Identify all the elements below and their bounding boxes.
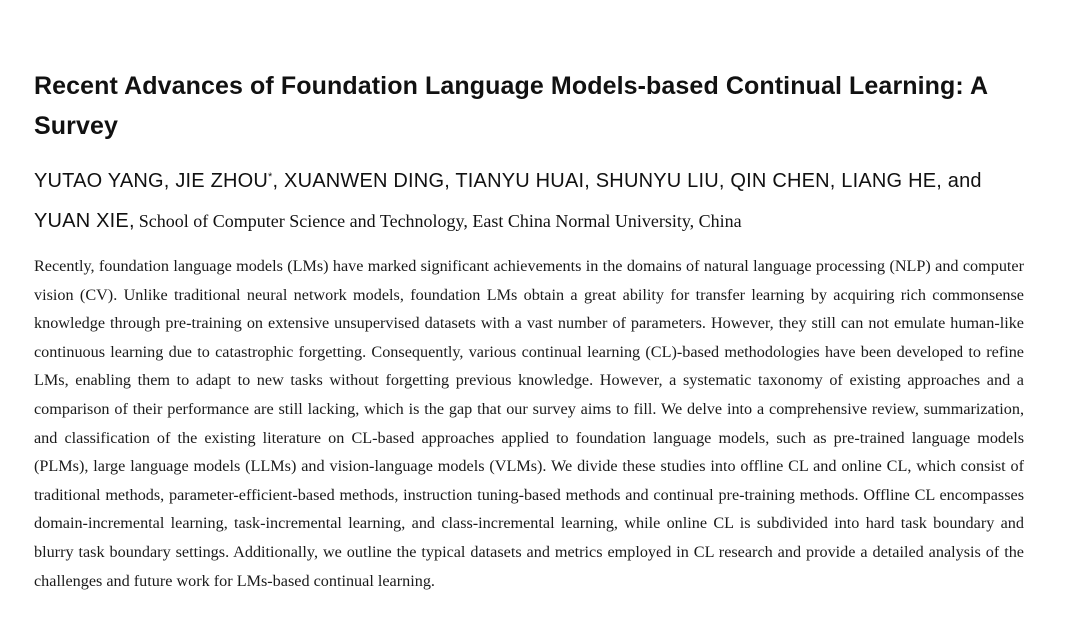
paper-page [34, 66, 1024, 611]
author-names-part1: YUTAO YANG, JIE ZHOU [34, 170, 269, 192]
author-block [34, 158, 1024, 242]
corresponding-author-mark: * [268, 171, 273, 183]
author-affiliation: School of Computer Science and Technology, East China Normal University, China [138, 211, 742, 231]
author-names-part2: , XUANWEN DING, TIANYU HUAI, SHUNYU LIU, QIN CHEN, LIANG HE, and YUAN XIE, [34, 170, 982, 232]
paper-title: Recent Advances of Foundation Language Models-based Continual Learning: A Survey [34, 72, 988, 140]
abstract-text: Recently, foundation language models (LMs) have marked significant achievements in the domains of natural language processing (NLP) and computer vision (CV). Unlike traditional neural network models, foundation LMs obtain a great ability for transfer learning by acquiring rich commonsense knowledge through pre-training on extensive unsupervised datasets with a vast number of parameters. However, they still can not emulate human-like continuous learning due to catastrophic forgetting. Consequently, various continual learning (CL)-based methodologies have been developed to refine LMs, enabling them to adapt to new tasks without forgetting previous knowledge. However, a systematic taxonomy of existing approaches and a comparison of their performance are still lacking, which is the gap that our survey aims to fill. We delve into a comprehensive review, summarization, and classification of the existing literature on CL-based approaches applied to foundation language models, such as pre-trained language models (PLMs), large language models (LLMs) and vision-language models (VLMs). We divide these studies into offline CL and online CL, which consist of traditional methods, parameter-efficient-based methods, instruction tuning-based methods and continual pre-training methods. Offline CL encompasses domain-incremental learning, task-incremental learning, and class-incremental learning, while online CL is subdivided into hard task boundary and blurry task boundary settings. Additionally, we outline the typical datasets and metrics employed in CL research and provide a detailed analysis of the challenges and future work for LMs-based continual learning. [34, 257, 1024, 590]
